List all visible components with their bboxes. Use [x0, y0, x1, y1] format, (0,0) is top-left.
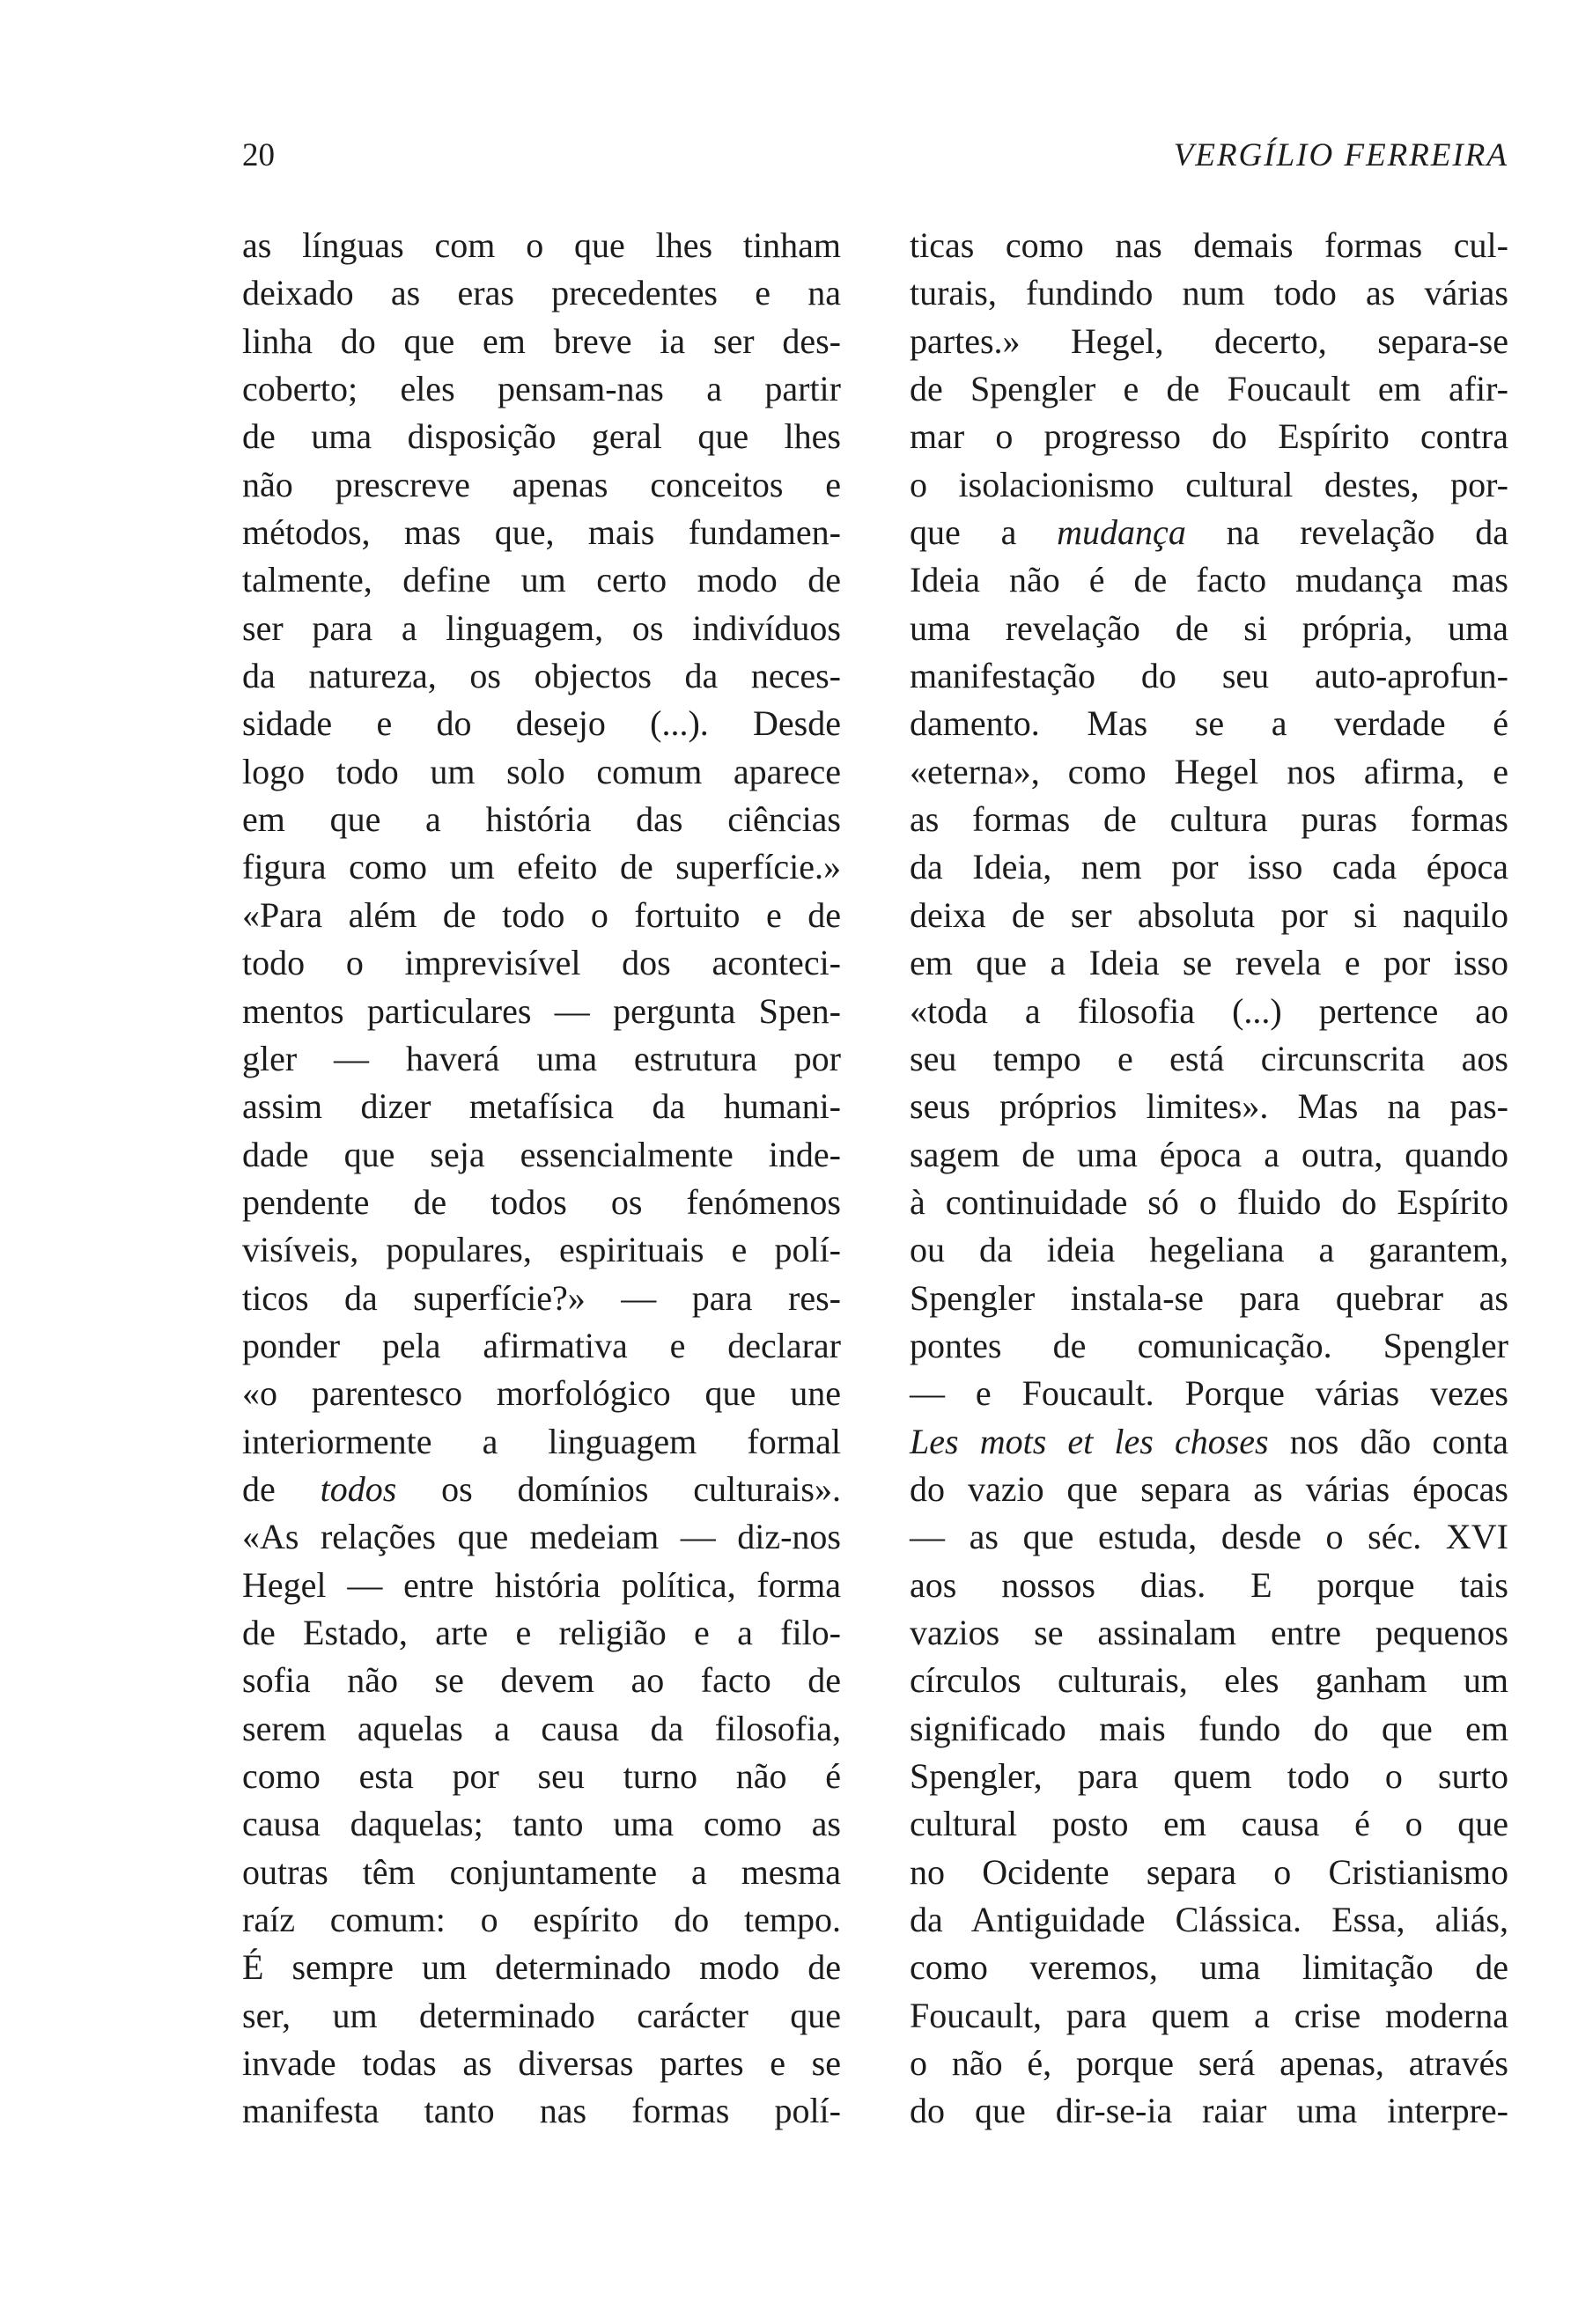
text-line: como esta por seu turno não é	[242, 1756, 841, 1796]
text-line: como veremos, uma limitação de	[910, 1947, 1508, 1988]
text-line: Spengler instala-se para quebrar as	[910, 1277, 1508, 1318]
page-header	[242, 134, 1508, 187]
text-line: interiormente a linguagem formal	[242, 1421, 841, 1461]
text-line: uma revelação de si própria, uma	[910, 607, 1508, 648]
text-line: gler — haverá uma estrutura por	[242, 1038, 841, 1078]
text-line: «toda a filosofia (...) pertence ao	[910, 990, 1508, 1031]
text-line: sidade e do desejo (...). Desde	[242, 703, 841, 744]
text-line: da Ideia, nem por isso cada época	[910, 847, 1508, 887]
text-line: métodos, mas que, mais fundamen-	[242, 512, 841, 553]
text-line: no Ocidente separa o Cristianismo	[910, 1851, 1508, 1892]
italic-text: Les mots et les choses	[910, 1421, 1269, 1461]
text-line: em que a Ideia se revela e por isso	[910, 943, 1508, 983]
text-line: ser para a linguagem, os indivíduos	[242, 607, 841, 648]
text-line: turais, fundindo num todo as várias	[910, 273, 1508, 313]
text-line: sagem de uma época a outra, quando	[910, 1134, 1508, 1174]
text-line: de uma disposição geral que lhes	[242, 416, 841, 457]
text-line: — as que estuda, desde o séc. XVI	[910, 1517, 1508, 1557]
text-line: Les mots et les choses nos dão conta	[910, 1421, 1508, 1461]
text-line: seu tempo e está circunscrita aos	[910, 1038, 1508, 1078]
text-line: da Antiguidade Clássica. Essa, aliás,	[910, 1900, 1508, 1940]
text-line: pendente de todos os fenómenos	[242, 1181, 841, 1222]
left-column	[242, 222, 841, 2136]
text-line: seus próprios limites». Mas na pas-	[910, 1086, 1508, 1127]
text-line: sofia não se devem ao facto de	[242, 1660, 841, 1701]
right-column	[910, 222, 1508, 2136]
text-line: Foucault, para quem a crise moderna	[910, 1995, 1508, 2035]
text-line: Hegel — entre história política, forma	[242, 1564, 841, 1605]
text-line: à continuidade só o fluido do Espírito	[910, 1181, 1508, 1222]
text-line: outras têm conjuntamente a mesma	[242, 1851, 841, 1892]
text-line: aos nossos dias. E porque tais	[910, 1564, 1508, 1605]
text-line: não prescreve apenas conceitos e	[242, 464, 841, 504]
text-line: partes.» Hegel, decerto, separa-se	[910, 320, 1508, 361]
text-line: figura como um efeito de superfície.»	[242, 847, 841, 887]
text-line: círculos culturais, eles ganham um	[910, 1660, 1508, 1701]
running-head: VERGÍLIO FERREIRA	[1173, 137, 1508, 173]
text-line: assim dizer metafísica da humani-	[242, 1086, 841, 1127]
text-line: «eterna», como Hegel nos afirma, e	[910, 751, 1508, 791]
text-line: dade que seja essencialmente inde-	[242, 1134, 841, 1174]
page-number: 20	[242, 137, 275, 173]
text-line: do vazio que separa as várias épocas	[910, 1468, 1508, 1509]
text-line: mar o progresso do Espírito contra	[910, 416, 1508, 457]
text-line: do que dir-se-ia raiar uma interpre-	[910, 2091, 1508, 2131]
text-line: as formas de cultura puras formas	[910, 799, 1508, 840]
text-line: logo todo um solo comum aparece	[242, 751, 841, 791]
text-line: que a mudança na revelação da	[910, 512, 1508, 553]
text-line: o não é, porque será apenas, através	[910, 2043, 1508, 2084]
text-line: manifestação do seu auto-aprofun-	[910, 656, 1508, 696]
text-line: ticos da superfície?» — para res-	[242, 1277, 841, 1318]
text-line: cultural posto em causa é o que	[910, 1804, 1508, 1844]
text-line: linha do que em breve ia ser des-	[242, 320, 841, 361]
text-line: de Spengler e de Foucault em afir-	[910, 369, 1508, 409]
text-line: raíz comum: o espírito do tempo.	[242, 1900, 841, 1940]
text-line: todo o imprevisível dos aconteci-	[242, 943, 841, 983]
text-line: vazios se assinalam entre pequenos	[910, 1612, 1508, 1652]
text-line: ou da ideia hegeliana a garantem,	[910, 1230, 1508, 1270]
text-line: serem aquelas a causa da filosofia,	[242, 1708, 841, 1748]
text-line: o isolacionismo cultural destes, por-	[910, 464, 1508, 504]
text-line: significado mais fundo do que em	[910, 1708, 1508, 1748]
italic-text: todos	[320, 1468, 397, 1509]
text-line: ticas como nas demais formas cul-	[910, 225, 1508, 265]
text-line: ponder pela afirmativa e declarar	[242, 1325, 841, 1365]
text-line: É sempre um determinado modo de	[242, 1947, 841, 1988]
italic-text: mudança	[1057, 512, 1186, 553]
text-line: causa daquelas; tanto uma como as	[242, 1804, 841, 1844]
small-caps-text: XVI	[1445, 1517, 1508, 1557]
text-line: as línguas com o que lhes tinham	[242, 225, 841, 265]
text-line: «o parentesco morfológico que une	[242, 1373, 841, 1414]
text-line: talmente, define um certo modo de	[242, 560, 841, 600]
text-line: ser, um determinado carácter que	[242, 1995, 841, 2035]
text-line: de todos os domínios culturais».	[242, 1468, 841, 1509]
text-line: em que a história das ciências	[242, 799, 841, 840]
text-line: deixado as eras precedentes e na	[242, 273, 841, 313]
text-line: invade todas as diversas partes e se	[242, 2043, 841, 2084]
text-line: visíveis, populares, espirituais e polí-	[242, 1230, 841, 1270]
text-line: mentos particulares — pergunta Spen-	[242, 990, 841, 1031]
text-line: de Estado, arte e religião e a filo-	[242, 1612, 841, 1652]
text-line: Spengler, para quem todo o surto	[910, 1756, 1508, 1796]
text-line: coberto; eles pensam-nas a partir	[242, 369, 841, 409]
text-line: Ideia não é de facto mudança mas	[910, 560, 1508, 600]
text-line: damento. Mas se a verdade é	[910, 703, 1508, 744]
text-line: deixa de ser absoluta por si naquilo	[910, 894, 1508, 935]
text-line: «As relações que medeiam — diz-nos	[242, 1517, 841, 1557]
text-line: manifesta tanto nas formas polí-	[242, 2091, 841, 2131]
text-line: da natureza, os objectos da neces-	[242, 656, 841, 696]
text-line: — e Foucault. Porque várias vezes	[910, 1373, 1508, 1414]
text-line: «Para além de todo o fortuito e de	[242, 894, 841, 935]
text-line: pontes de comunicação. Spengler	[910, 1325, 1508, 1365]
